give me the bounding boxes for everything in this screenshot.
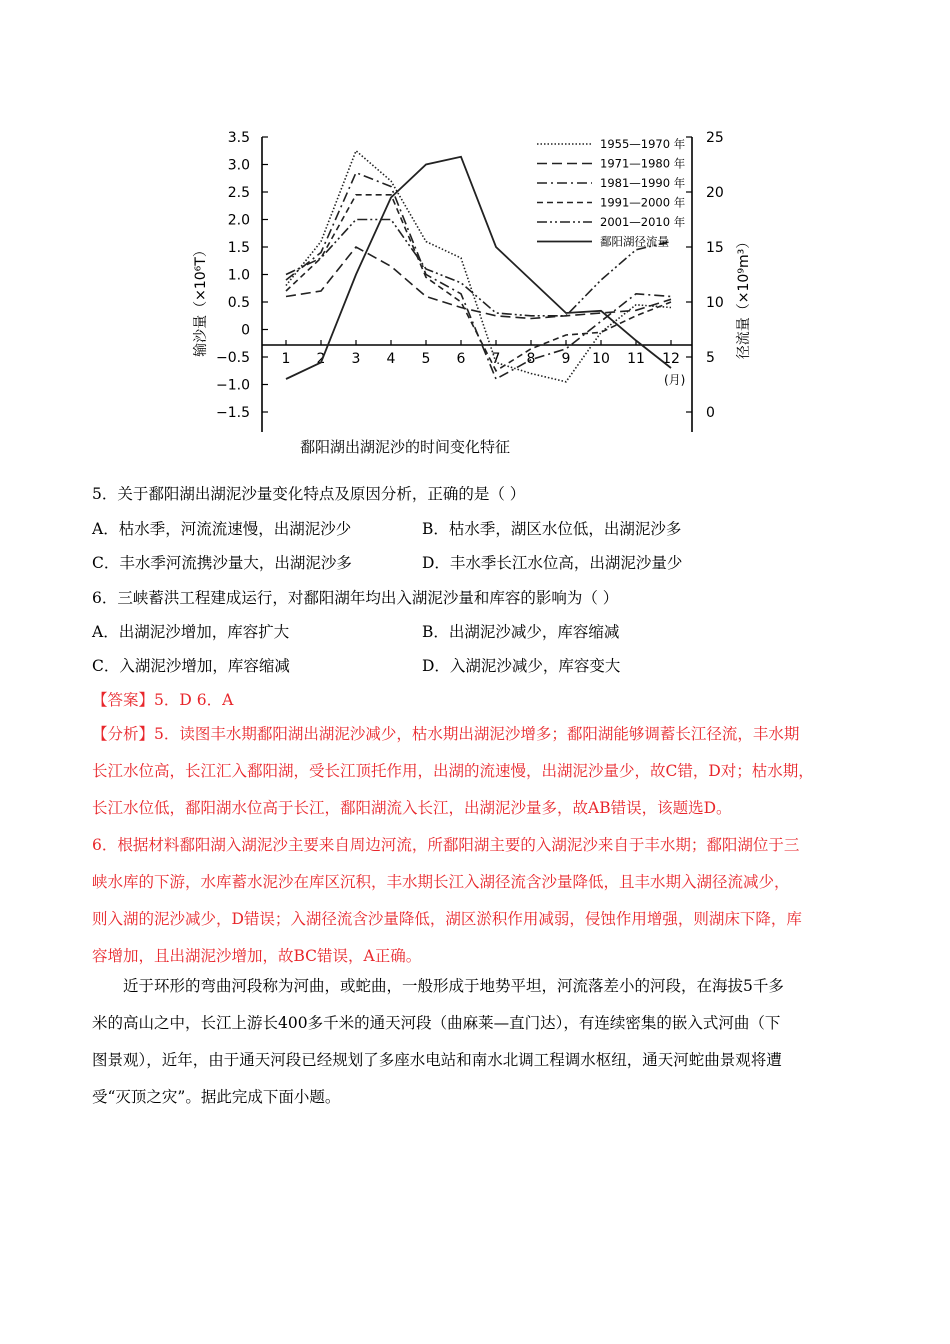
legend-label: 1971—1980 年: [600, 156, 686, 171]
question-5-option-b: B．枯水季，湖区水位低，出湖泥沙多: [422, 520, 682, 538]
question-6-option-c: C．入湖泥沙增加，库容缩减: [92, 657, 290, 675]
analysis-line: 峡水库的下游，水库蓄水泥沙在库区沉积，丰水期长江入湖径流含沙量降低，且丰水期入湖径流减少，: [92, 873, 790, 891]
x-tick-label: 6: [456, 351, 466, 367]
y-right-tick-label: 5: [706, 350, 715, 366]
question-5-option-c: C．丰水季河流携沙量大，出湖泥沙多: [92, 554, 352, 572]
x-axis-unit: (月): [664, 373, 686, 387]
y-left-tick-label: −1.5: [216, 405, 250, 421]
y-left-tick-label: −1.0: [216, 377, 250, 394]
answer-label: 【答案】: [92, 691, 155, 709]
legend-label: 1955—1970 年: [600, 137, 686, 151]
x-tick-label: 5: [421, 351, 431, 367]
y-right-tick-label: 20: [706, 185, 724, 201]
answer-line: [92, 690, 233, 710]
y-left-tick-label: 1.0: [227, 267, 250, 284]
legend-label: 鄱阳湖径流量: [600, 234, 669, 249]
y-right-axis-label: 径流量（×10⁹m³）: [736, 234, 752, 360]
chart-title: 鄱阳湖出湖泥沙的时间变化特征: [299, 438, 511, 456]
x-tick-label: 4: [386, 351, 396, 367]
intro-line: 图景观），近年，由于通天河段已经规划了多座水电站和南水北调工程调水枢纽，通天河蛇曲景观将遭: [92, 1051, 782, 1069]
chart-svg: [180, 122, 752, 467]
x-tick-label: 12: [662, 351, 680, 367]
y-left-tick-label: 0: [241, 322, 250, 339]
x-tick-label: 3: [351, 351, 361, 367]
question-6-stem: 6．三峡蓄洪工程建成运行，对鄱阳湖年均出入湖泥沙量和库容的影响为（ ）: [92, 589, 619, 607]
analysis-line: 容增加，且出湖泥沙增加，故BC错误，A正确。: [92, 947, 422, 965]
y-right-tick-label: 0: [706, 405, 715, 421]
x-tick-label: 11: [627, 351, 645, 367]
x-tick-label: 9: [561, 351, 571, 367]
intro-paragraph: [92, 968, 862, 1116]
y-left-tick-label: 3.0: [227, 157, 250, 174]
intro-line: 米的高山之中，长江上游长400多千米的通天河段（曲麻莱—直门达），有连续密集的嵌入式河曲（下: [92, 1014, 781, 1032]
y-right-tick-label: 10: [706, 295, 724, 311]
y-left-axis-label: 输沙量（×10⁶T）: [193, 243, 209, 357]
x-tick-label: 2: [316, 351, 326, 367]
y-left-tick-label: 3.5: [227, 130, 250, 146]
y-right-tick-label: 15: [706, 240, 724, 256]
analysis-line: 则入湖的泥沙减少，D错误；入湖径流含沙量降低，湖区淤积作用减弱，侵蚀作用增强，则湖床下降，库: [92, 910, 802, 928]
question-5-stem: 5．关于鄱阳湖出湖泥沙量变化特点及原因分析，正确的是（ ）: [92, 485, 526, 503]
sediment-chart: [180, 122, 752, 467]
analysis-label: 【分析】: [92, 725, 155, 743]
question-6-option-b: B．出湖泥沙减少，库容缩减: [422, 623, 620, 641]
y-left-tick-label: 2.0: [227, 212, 250, 229]
analysis-line: 长江水位低，鄱阳湖水位高于长江，鄱阳湖流入长江，出湖泥沙量多，故AB错误，该题选D。: [92, 799, 732, 817]
x-tick-label: 10: [592, 351, 610, 367]
x-tick-label: 8: [526, 351, 536, 367]
answer-text: 5．D 6．A: [154, 691, 234, 709]
legend-label: 2001—2010 年: [600, 215, 686, 229]
analysis-block: [92, 716, 862, 975]
analysis-line: 6．根据材料鄱阳湖入湖泥沙主要来自周边河流，所鄱阳湖主要的入湖泥沙来自于丰水期；鄱阳湖位于三: [92, 836, 800, 854]
legend-label: 1991—2000 年: [600, 195, 686, 210]
question-5-option-a: A．枯水季，河流流速慢，出湖泥沙少: [92, 520, 352, 538]
y-right-tick-label: 25: [706, 130, 724, 146]
question-6-option-a: A．出湖泥沙增加，库容扩大: [92, 623, 290, 641]
intro-line: 受“灭顶之灾”。据此完成下面小题。: [92, 1088, 341, 1106]
question-5-option-d: D．丰水季长江水位高，出湖泥沙量少: [422, 554, 683, 572]
y-left-tick-label: 1.5: [227, 240, 250, 256]
y-left-tick-label: 0.5: [227, 295, 250, 311]
y-left-tick-label: 2.5: [227, 185, 250, 201]
analysis-line: 【分析】5．读图丰水期鄱阳湖出湖泥沙减少，枯水期出湖泥沙增多；鄱阳湖能够调蓄长江径流，丰水期: [92, 725, 800, 743]
legend-label: 1981—1990 年: [600, 176, 686, 190]
x-tick-label: 1: [281, 351, 291, 367]
x-tick-label: 7: [491, 351, 501, 367]
analysis-line: 长江水位高，长江汇入鄱阳湖，受长江顶托作用，出湖的流速慢，出湖泥沙量少，故C错，D对；枯水期，: [92, 762, 814, 780]
intro-line: 近于环形的弯曲河段称为河曲，或蛇曲，一般形成于地势平坦，河流落差小的河段，在海拔5千多: [123, 977, 784, 995]
y-left-tick-label: −0.5: [216, 350, 250, 366]
question-6-option-d: D．入湖泥沙减少，库容变大: [422, 657, 621, 675]
